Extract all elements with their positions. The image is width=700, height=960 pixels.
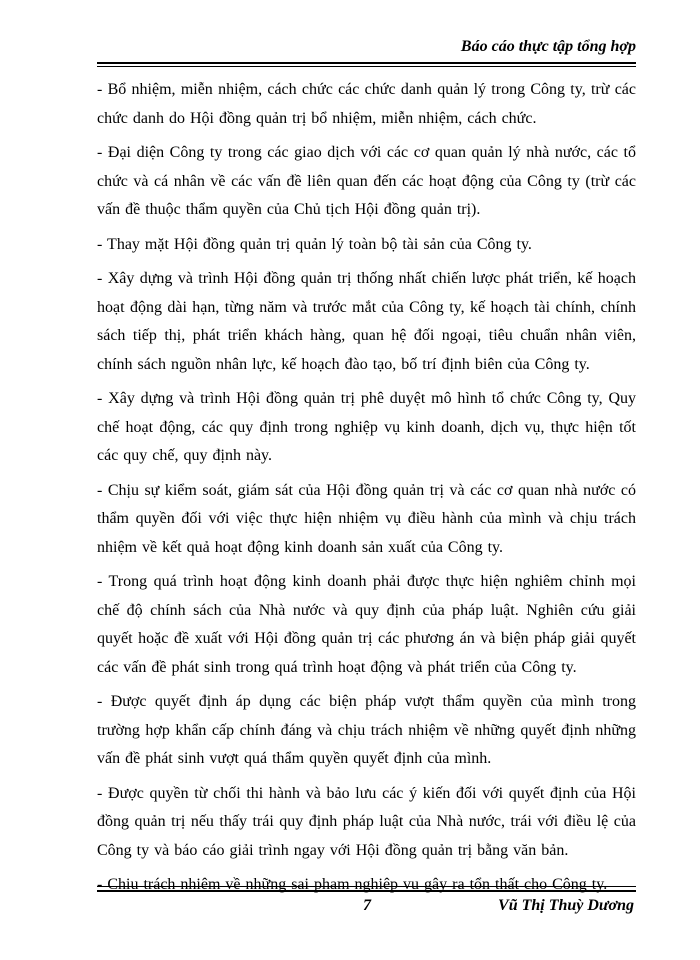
paragraph: - Được quyết định áp dụng các biện pháp vượt thẩm quyền của mình trong trường hợp khẩn cấp chính đáng và chịu trách nhiệm về những quyết định những vấn đề phát sinh vượt quá thẩm quyền quyết định của mình.	[97, 693, 636, 767]
header-rule-thick	[97, 62, 636, 64]
paragraph: - Thay mặt Hội đồng quản trị quản lý toàn bộ tài sản của Công ty.	[97, 235, 532, 253]
footer-author: Vũ Thị Thuỳ Dương	[498, 897, 634, 914]
footer-rule-thick	[97, 890, 636, 892]
document-body	[97, 76, 636, 906]
header-title: Báo cáo thực tập tổng hợp	[460, 38, 636, 55]
paragraph: - Đại diện Công ty trong các giao dịch với các cơ quan quản lý nhà nước, các tổ chức và cá nhân về các vấn đề liên quan đến các hoạt động của Công ty (trừ các vấn đề thuộc thẩm quyền của Chủ tịch Hội đồng quản trị).	[97, 144, 636, 218]
header-rule-thin	[97, 66, 636, 67]
paragraph: - Xây dựng và trình Hội đồng quản trị thống nhất chiến lược phát triển, kế hoạch hoạt động dài hạn, từng năm và trước mắt của Công ty, kế hoạch tài chính, chính sách tiếp thị, phát triển khách hàng, quan hệ đối ngoại, tiêu chuẩn nhân viên, chính sách nguồn nhân lực, kế hoạch đào tạo, bố trí định biên của Công ty.	[97, 270, 636, 373]
paragraph: - Chịu sự kiểm soát, giám sát của Hội đồng quản trị và các cơ quan nhà nước có thẩm quyền đối với việc thực hiện nhiệm vụ điều hành của mình và chịu trách nhiệm về kết quả hoạt động kinh doanh sản xuất của Công ty.	[97, 481, 636, 556]
page-number: 7	[363, 897, 371, 914]
paragraph: - Xây dựng và trình Hội đồng quản trị phê duyệt mô hình tổ chức Công ty, Quy chế hoạt động, các quy định trong nghiệp vụ kinh doanh, dịch vụ, thực hiện tốt các quy chế, quy định này.	[97, 390, 636, 464]
paragraph: - Trong quá trình hoạt động kinh doanh phải được thực hiện nghiêm chỉnh mọi chế độ chính sách của Nhà nước và quy định của pháp luật. Nghiên cứu giải quyết hoặc đề xuất với Hội đồng quản trị các phương án và biện pháp giải quyết các vấn đề phát sinh trong quá trình hoạt động và phát triển của Công ty.	[97, 573, 636, 676]
footer-rule-thin	[97, 886, 636, 887]
paragraph: - Được quyền từ chối thi hành và bảo lưu các ý kiến đối với quyết định của Hội đồng quản trị nếu thấy trái quy định pháp luật của Nhà nước, trái với điều lệ của Công ty và báo cáo giải trình ngay với Hội đồng quản trị bằng văn bản.	[97, 784, 636, 859]
paragraph: - Bổ nhiệm, miễn nhiệm, cách chức các chức danh quản lý trong Công ty, trừ các chức danh do Hội đồng quản trị bổ nhiệm, miễn nhiệm, cách chức.	[97, 81, 636, 127]
paragraph: - Chịu trách nhiệm về những sai phạm nghiệp vụ gây ra tổn thất cho Công ty.	[97, 876, 608, 893]
